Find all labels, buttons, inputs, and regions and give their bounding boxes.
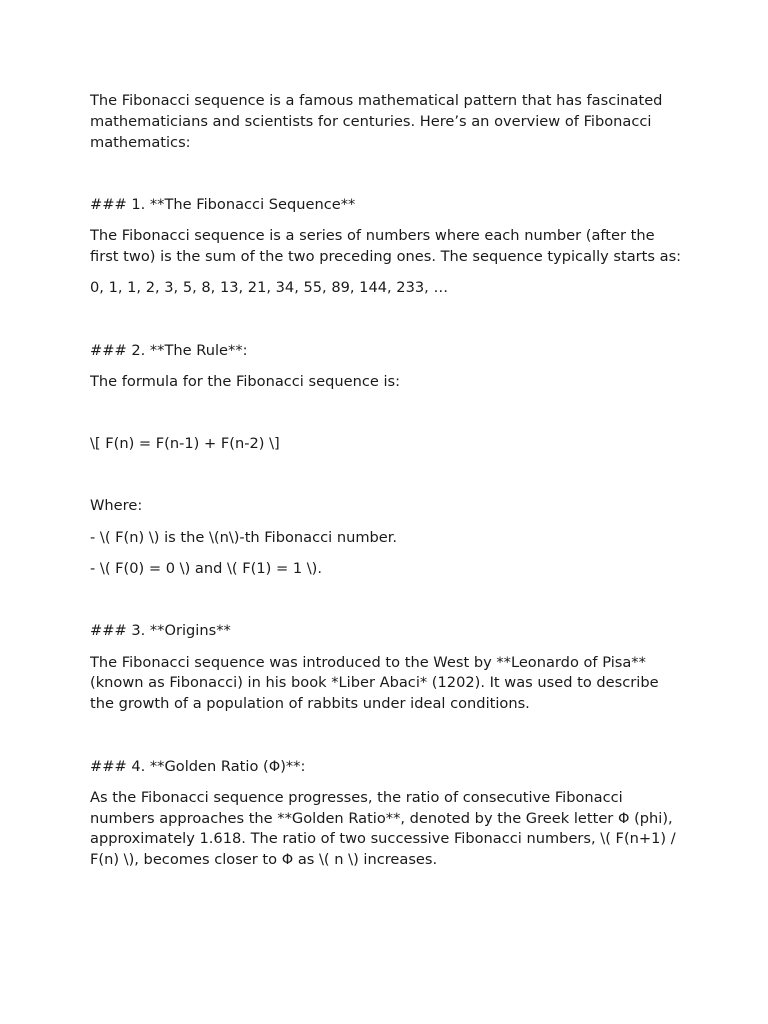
section2-heading: ### 2. **The Rule**: [90,341,248,359]
definition-bullet-1: - \( F(n) \) is the \(n\)-th Fibonacci number. [90,528,398,546]
section2-body: The formula for the Fibonacci sequence is: [90,372,401,390]
section3-body: The Fibonacci sequence was introduced to the West by **Leonardo of Pisa** (known as Fibonacci) in his book *Liber Abaci* (1202). It was used to describe the growth of a population of rabbits under ideal conditions. [90,653,659,713]
section4-heading: ### 4. **Golden Ratio (Φ)**: [90,757,306,775]
intro-paragraph: The Fibonacci sequence is a famous mathematical pattern that has fascinated mathematicians and scientists for centuries. Here’s an overview of Fibonacci mathematics: [90,92,663,151]
definition-bullet-2: - \( F(0) = 0 \) and \( F(1) = 1 \). [90,560,322,578]
document-body [90,91,682,871]
section1-body: The Fibonacci sequence is a series of numbers where each number (after the first two) is the sum of the two preceding ones. The sequence typically starts as: [90,227,682,265]
section1-heading: ### 1. **The Fibonacci Sequence** [90,195,356,213]
where-label: Where: [90,497,143,515]
fibonacci-formula: \[ F(n) = F(n-1) + F(n-2) \] [90,435,280,453]
section4-body: As the Fibonacci sequence progresses, the ratio of consecutive Fibonacci numbers approaches the **Golden Ratio**, denoted by the Greek letter Φ (phi), approximately 1.618. The ratio of two successive Fibonacci numbers, \( F(n+1) / F(n) \), becomes closer to Φ as \( n \) increases. [90,788,676,869]
section3-heading: ### 3. **Origins** [90,622,231,640]
fibonacci-sequence-line: 0, 1, 1, 2, 3, 5, 8, 13, 21, 34, 55, 89, 144, 233, … [90,279,449,297]
